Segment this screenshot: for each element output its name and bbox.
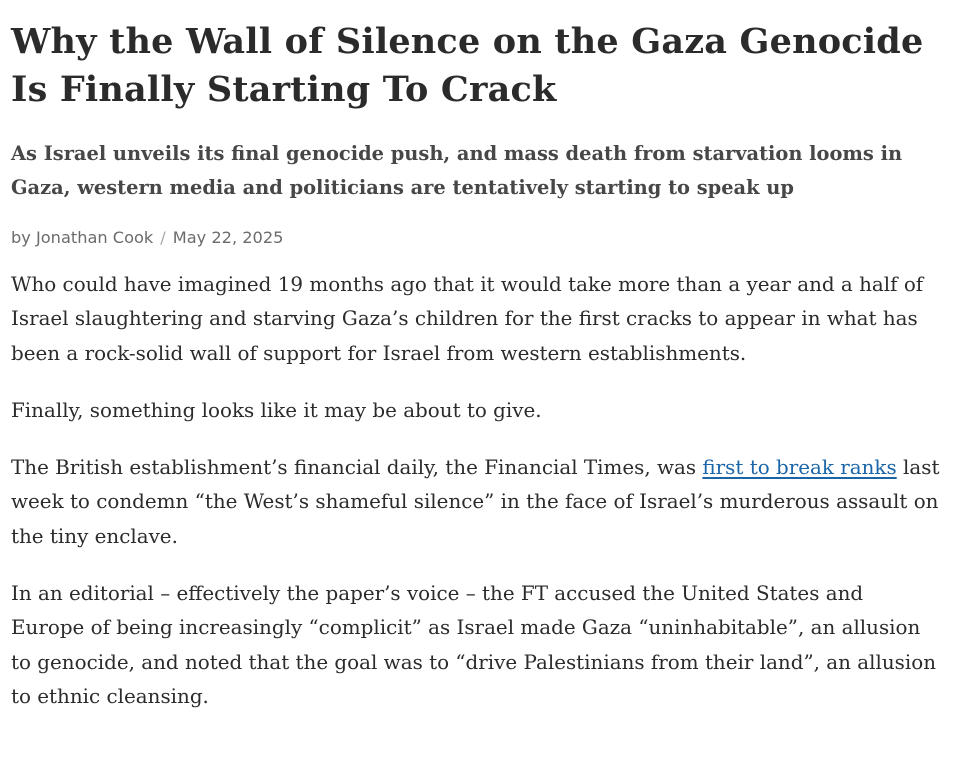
- article-subtitle: As Israel unveils its final genocide push, and mass death from starvation looms in Gaza, western media and politicians are tentatively starting to speak up: [11, 142, 903, 199]
- article: [11, 0, 941, 737]
- first-to-break-ranks-link[interactable]: first to break ranks: [702, 456, 897, 480]
- article-body: [11, 268, 941, 714]
- byline-separator: /: [160, 228, 166, 247]
- paragraph-4: In an editorial – effectively the paper’s voice – the FT accused the United States and Europe of being increasingly “complicit” as Israel made Gaza “uninhabitable”, an allusion to genocide, and noted that the goal was to “drive Palestinians from their land”, an allusion to ethnic cleansing.: [11, 582, 937, 708]
- article-title: Why the Wall of Silence on the Gaza Genocide Is Finally Starting To Crack: [11, 21, 924, 110]
- paragraph-2: Finally, something looks like it may be about to give.: [11, 398, 542, 422]
- paragraph-1: Who could have imagined 19 months ago that it would take more than a year and a half of Israel slaughtering and starving Gaza’s children for the first cracks to appear in what has been a rock-solid wall of support for Israel from western establishments.: [11, 273, 924, 365]
- author-name[interactable]: by Jonathan Cook: [11, 228, 154, 247]
- publish-date: May 22, 2025: [172, 228, 284, 247]
- byline: [11, 227, 941, 249]
- paragraph-3: [11, 451, 941, 554]
- paragraph-3-text-after: last week to condemn “the West’s shameful silence” in the face of Israel’s murderous assault on the tiny enclave.: [11, 456, 940, 548]
- paragraph-3-text-before: The British establishment’s financial daily, the Financial Times, was: [11, 456, 703, 480]
